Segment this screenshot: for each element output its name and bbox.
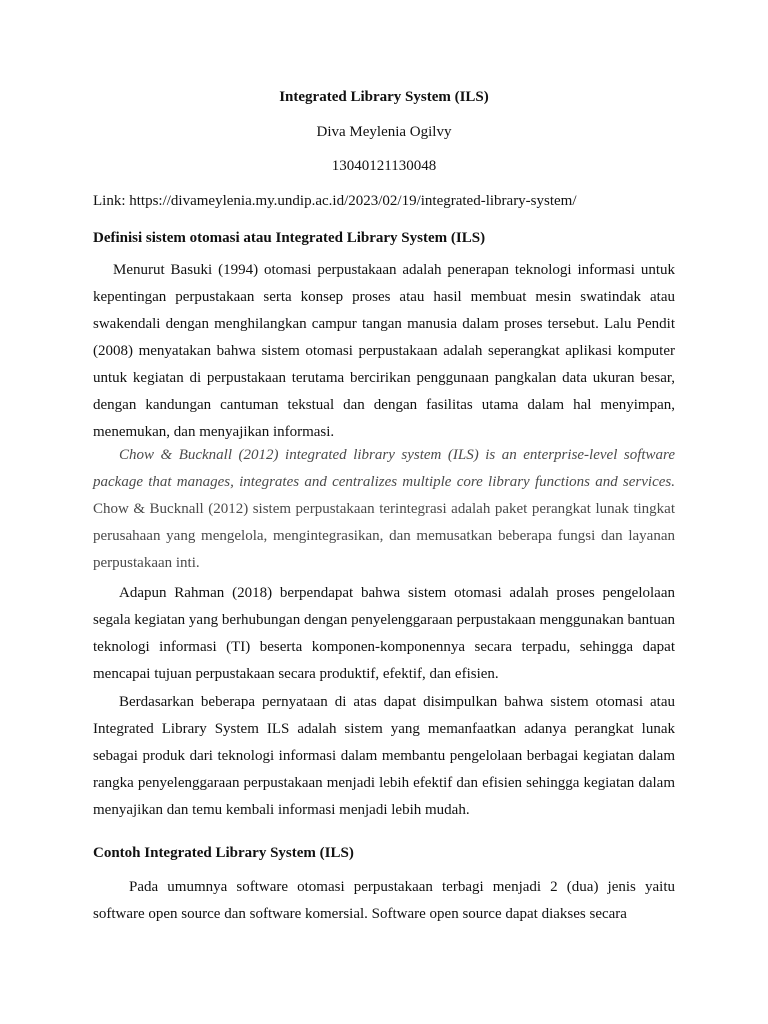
quote-translation: Chow & Bucknall (2012) sistem perpustakaan terintegrasi adalah paket perangkat lunak tingkat perusahaan yang mengelola, mengintegrasikan, dan memusatkan beberapa fungsi dan layanan perpustakaan inti. bbox=[93, 501, 675, 571]
paragraph-rahman: Adapun Rahman (2018) berpendapat bahwa sistem otomasi adalah proses pengelolaan segala kegiatan yang berhubungan dengan penyelenggaraan perpustakaan menggunakan bantuan teknologi informasi (TI) beserta komponen-komponennya secara terpadu, sehingga dapat mencapai tujuan perpustakaan secara produktif, efektif, dan efisien. bbox=[93, 585, 675, 682]
paragraph-conclusion: Berdasarkan beberapa pernyataan di atas dapat disimpulkan bahwa sistem otomasi atau Integrated Library System ILS adalah sistem yang memanfaatkan adanya perangkat lunak sebagai produk dari teknologi informasi dalam membantu pengelolaan berbagai kegiatan dalam rangka penyelenggaraan perpustakaan menjadi lebih efektif dan efisien sehingga kegiatan dalam menyajikan dan temu kembali informasi menjadi lebih mudah. bbox=[93, 694, 675, 818]
section-heading-definition: Definisi sistem otomasi atau Integrated Library System (ILS) bbox=[93, 230, 486, 246]
student-id: 13040121130048 bbox=[331, 158, 437, 174]
document-title: Integrated Library System (ILS) bbox=[279, 89, 489, 105]
paragraph-chow-bucknall bbox=[93, 442, 675, 577]
source-link: Link: https://divameylenia.my.undip.ac.id/2023/02/19/integrated-library-system/ bbox=[93, 193, 577, 209]
paragraph-software-types: Pada umumnya software otomasi perpustakaan terbagi menjadi 2 (dua) jenis yaitu software open source dan software komersial. Software open source dapat diakses secara bbox=[93, 879, 675, 922]
author-name: Diva Meylenia Ogilvy bbox=[316, 124, 452, 140]
paragraph-basuki: Menurut Basuki (1994) otomasi perpustakaan adalah penerapan teknologi informasi untuk kepentingan perpustakaan serta konsep proses atau hasil membuat mesin swatindak atau swakendali dengan menghilangkan campur tangan manusia dalam proses tersebut. Lalu Pendit (2008) menyatakan bahwa sistem otomasi perpustakaan adalah seperangkat aplikasi komputer untuk kegiatan di perpustakaan terutama bercirikan penggunaan pangkalan data ukuran besar, dengan kandungan cantuman tekstual dan dengan fasilitas utama dalam hal menyimpan, menemukan, dan menyajikan informasi. bbox=[93, 262, 675, 440]
quote-italic: Chow & Bucknall (2012) integrated library system (ILS) is an enterprise-level software package that manages, integrates and centralizes multiple core library functions and services. bbox=[93, 447, 675, 490]
section-heading-examples: Contoh Integrated Library System (ILS) bbox=[93, 845, 354, 861]
